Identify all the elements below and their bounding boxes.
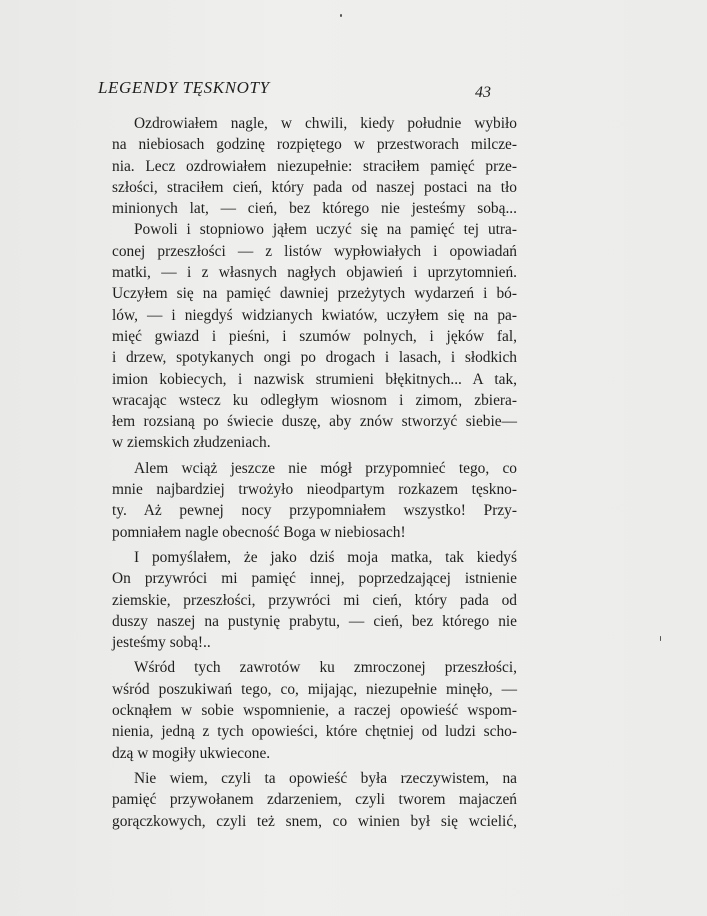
text-line: jesteśmy sobą!..: [112, 634, 211, 652]
text-line: Powoli i stopniowo jąłem uczyć się na pamięć tej utra-: [134, 221, 517, 239]
text-line: ziemskie, przeszłości, przywróci mi cień, który pada od: [112, 591, 517, 609]
text-line: wracając wstecz ku odległym wiosnom i zimom, zbiera-: [112, 391, 517, 409]
text-line: na niebiosach godzinę rozpiętego w przestworach milcze-: [112, 136, 517, 154]
text-line: dzą w mogiły ukwiecone.: [112, 744, 271, 762]
text-line: gorączkowych, czyli też snem, co winien był się wcielić,: [112, 812, 517, 830]
page-number: 43: [475, 84, 491, 101]
text-line: duszy naszej na pustynię prabytu, — cień, bez którego nie: [112, 612, 517, 630]
text-line: Wśród tych zawrotów ku zmroczonej przeszłości,: [134, 659, 517, 677]
text-line: nia. Lecz ozdrowiałem niezupełnie: straciłem pamięć prze-: [112, 157, 517, 175]
running-title: LEGENDY TĘSKNOTY: [98, 78, 270, 97]
text-line: w ziemskich złudzeniach.: [112, 434, 271, 452]
text-line: mnie najbardziej trwożyło nieodpartym rozkazem tęskno-: [112, 481, 517, 499]
text-line: Nie wiem, czyli ta opowieść była rzeczywistem, na: [134, 769, 517, 787]
text-line: pamięć przywołanem zdarzeniem, czyli tworem majaczeń: [112, 791, 517, 809]
text-line: nienia, jedną z tych opowieści, które chętniej od ludzi scho-: [112, 723, 517, 741]
text-line: szłości, straciłem cień, który pada od naszej postaci na tło: [112, 178, 517, 196]
paper-speck: [340, 14, 342, 17]
text-line: On przywróci mi pamięć innej, poprzedzającej istnienie: [112, 570, 517, 588]
text-line: I pomyślałem, że jako dziś moja matka, tak kiedyś: [134, 548, 517, 566]
text-line: ty. Aż pewnej nocy przypomniałem wszystko! Przy-: [112, 502, 517, 520]
text-line: i drzew, spotykanych ongi po drogach i lasach, i słodkich: [112, 349, 517, 367]
text-line: minionych lat, — cień, bez którego nie jesteśmy sobą...: [112, 200, 517, 218]
text-line: imion kobiecych, i nazwisk strumieni błękitnych... A tak,: [112, 370, 517, 388]
paper-speck: [660, 636, 661, 641]
text-line: wśród poszukiwań tego, co, mijając, niezupełnie minęło, —: [112, 680, 517, 698]
text-line: łem rozsianą po świecie duszę, aby znów stworzyć siebie—: [112, 413, 517, 431]
text-line: pomniałem nagle obecność Boga w niebiosach!: [112, 523, 406, 541]
text-line: Uczyłem się na pamięć dawniej przeżytych wydarzeń i bó-: [112, 285, 517, 303]
text-line: conej przeszłości — z listów wypłowiałych i opowiadań: [112, 242, 517, 260]
text-line: mięć gwiazd i pieśni, i szumów polnych, i jęków fal,: [112, 327, 517, 345]
text-line: lów, — i niegdyś widzianych kwiatów, uczyłem się na pa-: [112, 306, 517, 324]
text-line: matki, — i z własnych nagłych objawień i uprzytomnień.: [112, 264, 517, 282]
text-line: ocknąłem w sobie wspomnienie, a raczej opowieść wspom-: [112, 702, 517, 720]
body-text: [112, 113, 517, 832]
text-line: Alem wciąż jeszcze nie mógł przypomnieć tego, co: [134, 459, 517, 477]
text-line: Ozdrowiałem nagle, w chwili, kiedy południe wybiło: [134, 115, 517, 132]
